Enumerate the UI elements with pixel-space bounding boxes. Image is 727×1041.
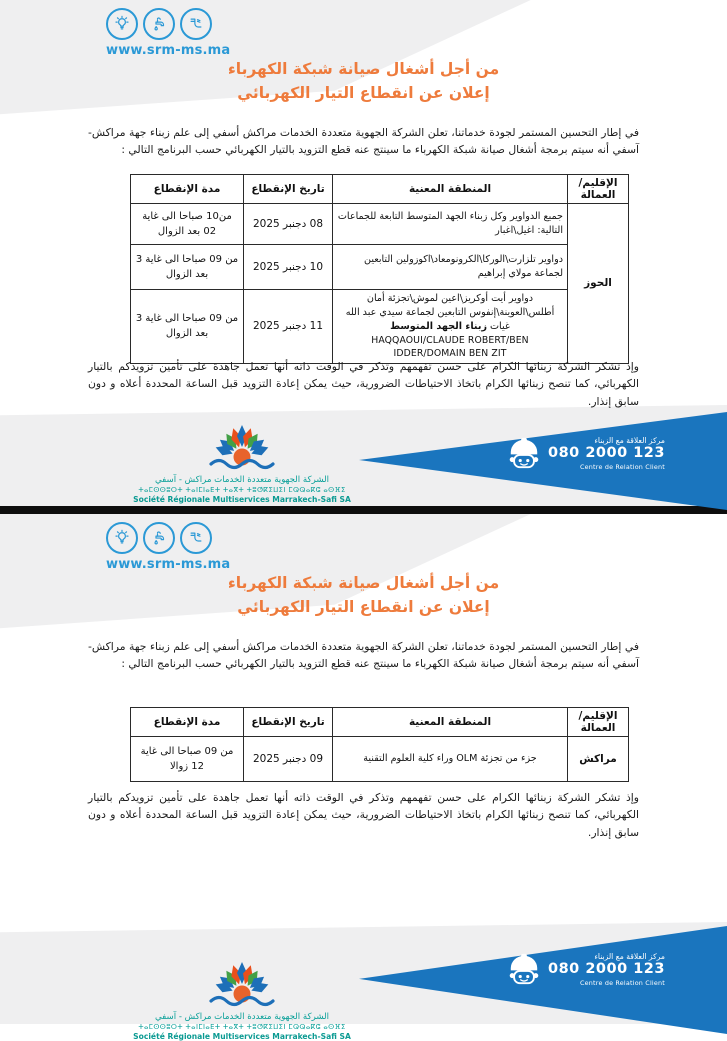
water-icon: [143, 522, 175, 554]
closing-paragraph: وإذ تشكر الشركة زبنائها الكرام على حسن تفهمهم وتذكر في الوقت ذاته أنها تعمل جاهدة على تأمين تزويدكم بالتيار الكهربائي، كما تنصح زبنائها الكرام باتخاذ الاحتياطات الضرورية، حيث يمكن إعادة التزويد قبل الساعة المحددة أعلاه و دون سابق إنذار.: [88, 790, 639, 839]
title-line-1: من أجل أشغال صيانة شبكة الكهرباء: [227, 574, 500, 592]
col-area: المنطقة المعنية: [333, 708, 568, 737]
announcement-title: [0, 571, 727, 619]
announcement-flyer-1: [0, 0, 727, 507]
srm-logo: [167, 954, 317, 1006]
intro-paragraph: في إطار التحسين المستمر لجودة خدماتنا، تعلن الشركة الجهوية متعددة الخدمات مراكش أسفي إلى علم زبناء جهة مراكش-آسفي أنه سيتم برمجة أشغال صيانة شبكة الكهرباء ما سينتج عنه قطع التزويد بالتيار الكهربائي حسب البرنامج التالي :: [88, 125, 639, 157]
title-line-1: من أجل أشغال صيانة شبكة الكهرباء: [227, 60, 500, 78]
area-text: دواوير أيت أوكريز\اعين لموش\تجزئة أمان أطلس\العوينة\إنفوس التابعين لجماعة سيدي عبد الله غيات: [345, 293, 555, 332]
table-row: [131, 245, 629, 290]
area-cell: [333, 290, 568, 364]
contact-label-french: Centre de Relation Client: [580, 462, 665, 471]
company-name-french: Société Régionale Multiservices Marrakech-Safi SA: [133, 495, 351, 504]
col-duration: مدة الإنقطاع: [131, 708, 244, 737]
company-logo-block: [112, 417, 372, 504]
sanitation-icon: [180, 8, 212, 40]
table-header-row: [131, 708, 629, 737]
col-province: الإقليم/العمالة: [568, 708, 629, 737]
duration-cell: من 09 صباحا الى غاية 12 زوالا: [131, 737, 244, 782]
brand-header: [106, 522, 230, 572]
call-center-mascot-icon: [507, 952, 541, 986]
outage-schedule-table: [130, 174, 629, 364]
contact-phone-number: 080 2000 123: [548, 961, 665, 977]
website-link: www.srm-ms.ma: [106, 43, 231, 58]
col-area: المنطقة المعنية: [333, 175, 568, 204]
col-province: الإقليم/العمالة: [568, 175, 629, 204]
company-name-arabic: الشركة الجهوية متعددة الخدمات مراكش - آسفي: [155, 1012, 329, 1022]
area-cell: دواوير تلزارت\الوركا\الكرونومعاد\اكوزولين التابعين لجماعة مولاي إبراهيم: [333, 245, 568, 290]
page-divider: [0, 506, 727, 514]
contact-phone-number: 080 2000 123: [548, 445, 665, 461]
area-cell: جميع الدواوير وكل زبناء الجهد المتوسط التابعة للجماعات التالية: اغيل\اغبار: [333, 204, 568, 245]
company-name-tifinagh: ⵜⴰⵎⵙⵙⵓⵔⵜ ⵜⴰⵏⵎⵏⴰⴹⵜ ⵜⴰⴳⵜ ⵜⵓⵚⴽⵉⵡⵉⵏ ⵎⵕⵕⴰⴽⵛ ⴰⵙⴼⵉ: [138, 486, 346, 494]
electricity-icon: [106, 8, 138, 40]
table-header-row: [131, 175, 629, 204]
electricity-icon: [106, 522, 138, 554]
customer-relation-block: [507, 952, 665, 987]
company-name-french: Société Régionale Multiservices Marrakech-Safi SA: [133, 1032, 351, 1041]
closing-paragraph: وإذ تشكر الشركة زبنائها الكرام على حسن تفهمهم وتذكر في الوقت ذاته أنها تعمل جاهدة على تأمين تزويدكم بالتيار الكهربائي، كما تنصح زبنائها الكرام باتخاذ الاحتياطات الضرورية، حيث يمكن إعادة التزويد قبل الساعة المحددة أعلاه و دون سابق إنذار.: [88, 359, 639, 408]
title-line-2: إعلان عن انقطاع التيار الكهربائي: [237, 598, 490, 617]
website-link: www.srm-ms.ma: [106, 557, 231, 572]
area-text-bold: زبناء الجهد المتوسط: [390, 320, 487, 332]
province-cell: مراكش: [568, 737, 629, 782]
date-cell: 08 دجنبر 2025: [244, 204, 333, 245]
contact-label-french: Centre de Relation Client: [580, 978, 665, 987]
area-client-names: HAQQAOUI/CLAUDE ROBERT/BEN IDDER/DOMAIN BEN ZIT: [371, 334, 529, 360]
contact-label-arabic: مركز العلاقة مع الزبناء: [594, 952, 665, 961]
water-icon: [143, 8, 175, 40]
date-cell: 09 دجنبر 2025: [244, 737, 333, 782]
announcement-flyer-2: [0, 514, 727, 1041]
sanitation-icon: [180, 522, 212, 554]
table-row: [131, 737, 629, 782]
company-logo-block: [112, 954, 372, 1041]
call-center-mascot-icon: [507, 436, 541, 470]
title-line-2: إعلان عن انقطاع التيار الكهربائي: [237, 84, 490, 103]
outage-schedule-table: [130, 707, 629, 782]
customer-relation-block: [507, 436, 665, 471]
contact-label-arabic: مركز العلاقة مع الزبناء: [594, 436, 665, 445]
announcement-title: [0, 57, 727, 105]
table-row: [131, 290, 629, 364]
brand-header: [106, 8, 230, 58]
province-cell: الحوز: [568, 204, 629, 364]
service-icons: [106, 522, 230, 554]
company-name-tifinagh: ⵜⴰⵎⵙⵙⵓⵔⵜ ⵜⴰⵏⵎⵏⴰⴹⵜ ⵜⴰⴳⵜ ⵜⵓⵚⴽⵉⵡⵉⵏ ⵎⵕⵕⴰⴽⵛ ⴰⵙⴼⵉ: [138, 1023, 346, 1031]
service-icons: [106, 8, 230, 40]
col-date: تاريخ الإنقطاع: [244, 708, 333, 737]
duration-cell: من10 صباحا الى غاية 02 بعد الزوال: [131, 204, 244, 245]
col-date: تاريخ الإنقطاع: [244, 175, 333, 204]
intro-paragraph: في إطار التحسين المستمر لجودة خدماتنا، تعلن الشركة الجهوية متعددة الخدمات مراكش أسفي إلى علم زبناء جهة مراكش-آسفي أنه سيتم برمجة أشغال صيانة شبكة الكهرباء ما سينتج عنه قطع التزويد بالتيار الكهربائي حسب البرنامج التالي :: [88, 639, 639, 671]
table-row: [131, 204, 629, 245]
duration-cell: من 09 صباحا الى غاية 3 بعد الزوال: [131, 290, 244, 364]
date-cell: 11 دجنبر 2025: [244, 290, 333, 364]
company-name-arabic: الشركة الجهوية متعددة الخدمات مراكش - آسفي: [155, 475, 329, 485]
col-duration: مدة الإنقطاع: [131, 175, 244, 204]
duration-cell: من 09 صباحا الى غاية 3 بعد الزوال: [131, 245, 244, 290]
area-cell: جزء من تجزئة OLM وراء كلية العلوم التقنية: [333, 737, 568, 782]
date-cell: 10 دجنبر 2025: [244, 245, 333, 290]
srm-logo: [167, 417, 317, 469]
